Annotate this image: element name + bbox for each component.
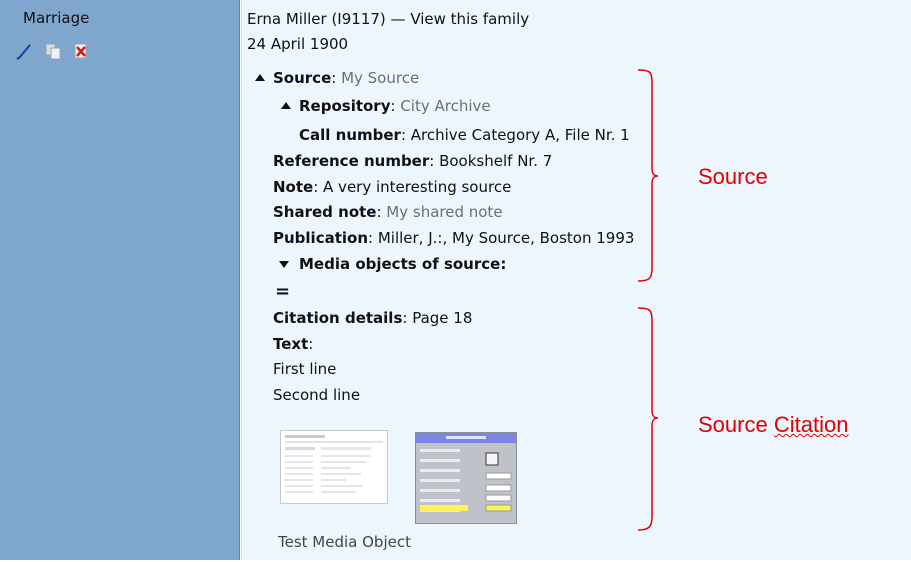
citation-details-value: Page 18 (412, 309, 473, 327)
copy-icon[interactable] (44, 42, 62, 60)
source-label: Source (273, 69, 332, 87)
publication-value: Miller, J.:, My Source, Boston 1993 (377, 229, 635, 247)
edit-pencil-icon[interactable] (16, 42, 34, 60)
citation-details-row: Citation details: Page 18 (273, 309, 473, 327)
citation-text-line-1: First line (273, 360, 337, 378)
shared-note-link[interactable]: My shared note (386, 203, 503, 221)
call-number-label: Call number (299, 126, 401, 144)
header-dash: — (385, 10, 411, 28)
annotation-source: Source (698, 164, 768, 189)
citation-text-label: Text (273, 335, 309, 353)
annotation-source-citation (698, 412, 848, 438)
source-row[interactable]: Source: My Source (255, 69, 419, 87)
expand-triangle-icon[interactable] (279, 261, 289, 268)
equals-sign: = (275, 281, 291, 302)
media-caption: Test Media Object (278, 533, 411, 551)
toolbar (16, 42, 90, 60)
family-header (247, 10, 529, 28)
shared-note-row: Shared note: My shared note (273, 203, 503, 221)
publication-label: Publication (273, 229, 369, 247)
call-number-row: Call number: Archive Category A, File Nr. 1 (299, 126, 630, 144)
reference-number-value: Bookshelf Nr. 7 (439, 152, 553, 170)
collapse-triangle-icon[interactable] (255, 74, 265, 81)
media-thumbnail-1[interactable] (280, 430, 388, 504)
citation-text-row: Text: (273, 335, 314, 353)
citation-details-label: Citation details (273, 309, 403, 327)
event-date: 24 April 1900 (247, 35, 349, 53)
reference-number-label: Reference number (273, 152, 430, 170)
media-objects-label: Media objects of source: (299, 255, 507, 273)
media-objects-row[interactable] (279, 255, 506, 273)
annotation-word-source: Source (698, 412, 768, 437)
note-value: A very interesting source (323, 178, 512, 196)
reference-number-row: Reference number: Bookshelf Nr. 7 (273, 152, 553, 170)
person-link[interactable]: Erna Miller (I9117) (247, 10, 386, 28)
sidebar (0, 0, 240, 560)
repository-value-link[interactable]: City Archive (400, 97, 491, 115)
call-number-value: Archive Category A, File Nr. 1 (410, 126, 630, 144)
publication-row: Publication: Miller, J.:, My Source, Boston 1993 (273, 229, 635, 247)
source-bracket (636, 68, 660, 288)
media-thumbnail-2[interactable] (415, 432, 517, 524)
delete-icon[interactable] (72, 42, 90, 60)
annotation-word-citation: Citation (773, 412, 849, 437)
note-label: Note (273, 178, 314, 196)
source-value-link[interactable]: My Source (341, 69, 420, 87)
repository-label: Repository (299, 97, 391, 115)
citation-text-line-2: Second line (273, 386, 361, 404)
note-row: Note: A very interesting source (273, 178, 512, 196)
repository-row[interactable]: Repository: City Archive (281, 97, 491, 115)
shared-note-label: Shared note (273, 203, 377, 221)
citation-bracket (636, 306, 660, 534)
event-type-label: Marriage (23, 9, 90, 27)
collapse-triangle-icon[interactable] (281, 102, 291, 109)
view-family-link[interactable]: View this family (410, 10, 530, 28)
